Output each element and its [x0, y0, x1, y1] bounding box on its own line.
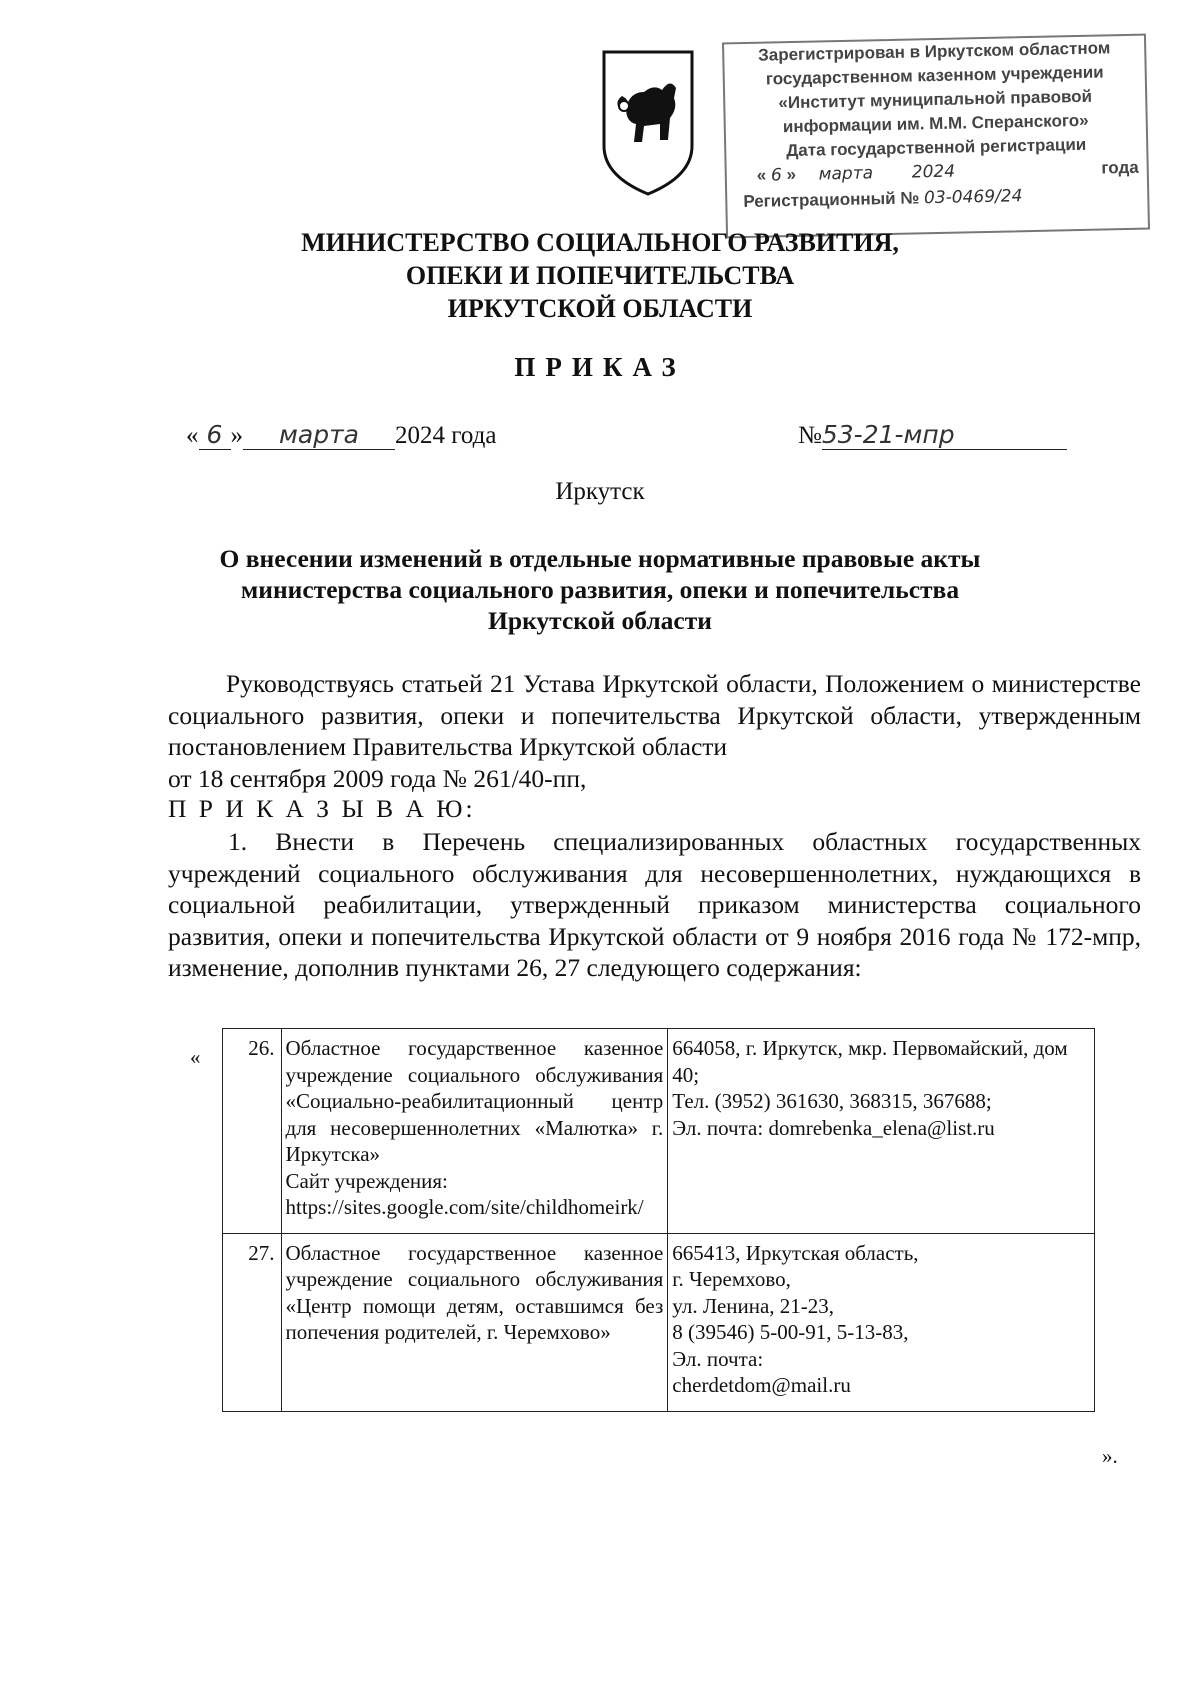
phone-line: Тел. (3952) 361630, 368315, 367688; [672, 1089, 992, 1113]
stamp-line: Дата государственной регистрации [786, 134, 1087, 161]
order-date-day: 6 [199, 420, 231, 450]
order-date-year: 2024 года [395, 422, 497, 449]
site-label: Сайт учреждения: [285, 1168, 448, 1193]
stamp-year-word: года [1101, 157, 1139, 178]
stamp-line: «Институт муниципальной правовой [778, 86, 1093, 113]
order-date-month: марта [243, 420, 395, 450]
institution-cell [281, 1029, 668, 1234]
stamp-line: государственном казенном учреждении [765, 62, 1104, 89]
institutions-table [222, 1028, 1095, 1412]
stamp-reg-number: 03-0469/24 [923, 186, 1023, 209]
email-line: cherdetdom@mail.ru [672, 1373, 851, 1397]
ministry-name [0, 226, 1200, 325]
table-row [223, 1029, 1095, 1234]
order-number [798, 420, 1067, 450]
item-1-paragraph: 1. Внести в Перечень специализированных областных государственных учреждений социального обслуживания для несовершеннолетних, нуждающихся в социальной реабилитации, утвержденный приказом министерства социального развития, опеки и попечительства Иркутской области от 9 ноября 2016 года № 172-мпр, изменение, дополнив пунктами 26, 27 следующего содержания: [168, 827, 1141, 982]
coat-of-arms-emblem [600, 48, 696, 198]
address-line: ул. Ленина, 21-23, [672, 1293, 835, 1318]
contacts-cell [668, 1233, 1095, 1411]
phone-line: 8 (39546) 5-00-91, 5-13-83, [672, 1320, 909, 1344]
preamble-text-end: от 18 сентября 2009 года № 261/40-пп, [168, 763, 587, 793]
contacts-cell [668, 1029, 1095, 1234]
site-url: https://sites.google.com/site/childhomeirk/ [285, 1195, 644, 1219]
email-line: Эл. почта: domrebenka_elena@list.ru [672, 1115, 995, 1140]
stamp-line: Зарегистрирован в Иркутском областном [757, 38, 1111, 65]
stamp-line: информации им. М.М. Сперанского» [782, 110, 1089, 137]
ministry-line: МИНИСТЕРСТВО СОЦИАЛЬНОГО РАЗВИТИЯ, [301, 228, 899, 257]
order-subject [150, 543, 1050, 636]
registration-stamp [722, 34, 1150, 239]
email-label: Эл. почта: [672, 1346, 764, 1371]
order-directive: П Р И К А З Ы В А Ю: [168, 794, 476, 823]
stamp-reg-label: Регистрационный № [743, 188, 920, 212]
subject-line: министерства социального развития, опеки и попечительства [240, 575, 960, 604]
stamp-date-day: 6 [770, 165, 783, 186]
row-number: 27. [223, 1233, 282, 1411]
institution-name: Областное государственное казенное учреждение социального обслуживания «Центр помощи детям, оставшимся без попечения родителей, г. Черемхово» [285, 1240, 664, 1344]
quote-open: « [190, 1045, 201, 1069]
city: Иркутск [555, 478, 645, 505]
order-number-label: № [798, 422, 822, 449]
stamp-date-year: 2024 [911, 161, 956, 183]
subject-line: Иркутской области [488, 606, 712, 635]
institution-cell [281, 1233, 668, 1411]
subject-line: О внесении изменений в отдельные нормативные правовые акты [219, 544, 981, 573]
address-line: г. Черемхово, [672, 1267, 791, 1291]
preamble-text: Руководствуясь статьей 21 Устава Иркутской области, Положением о министерстве социального развития, опеки и попечительства Иркутской области, утвержденным постановлением Правительства Иркутской области [168, 669, 1141, 761]
document-type-title: ПРИКАЗ [514, 352, 686, 382]
institution-name: Областное государственное казенное учреждение социального обслуживания «Социально-реабилитационный центр для несовершеннолетних «Малютка» г. Иркутска» [285, 1036, 664, 1166]
quote-close: ». [1102, 1444, 1118, 1468]
address-line: 664058, г. Иркутск, мкр. Первомайский, дом 40; [672, 1036, 1068, 1087]
order-number-value: 53-21-мпр [822, 420, 1067, 450]
ministry-line: ОПЕКИ И ПОПЕЧИТЕЛЬСТВА [405, 261, 795, 290]
address-line: 665413, Иркутская область, [672, 1240, 919, 1265]
ministry-line: ИРКУТСКОЙ ОБЛАСТИ [447, 294, 753, 323]
stamp-date-row: « 6 » марта 2024 года [756, 157, 1139, 186]
row-number: 26. [223, 1029, 282, 1234]
stamp-date-month: марта [818, 163, 874, 185]
preamble-paragraph [168, 668, 1141, 794]
table-row [223, 1233, 1095, 1411]
order-date: « 6 » марта 2024 года [186, 420, 497, 449]
